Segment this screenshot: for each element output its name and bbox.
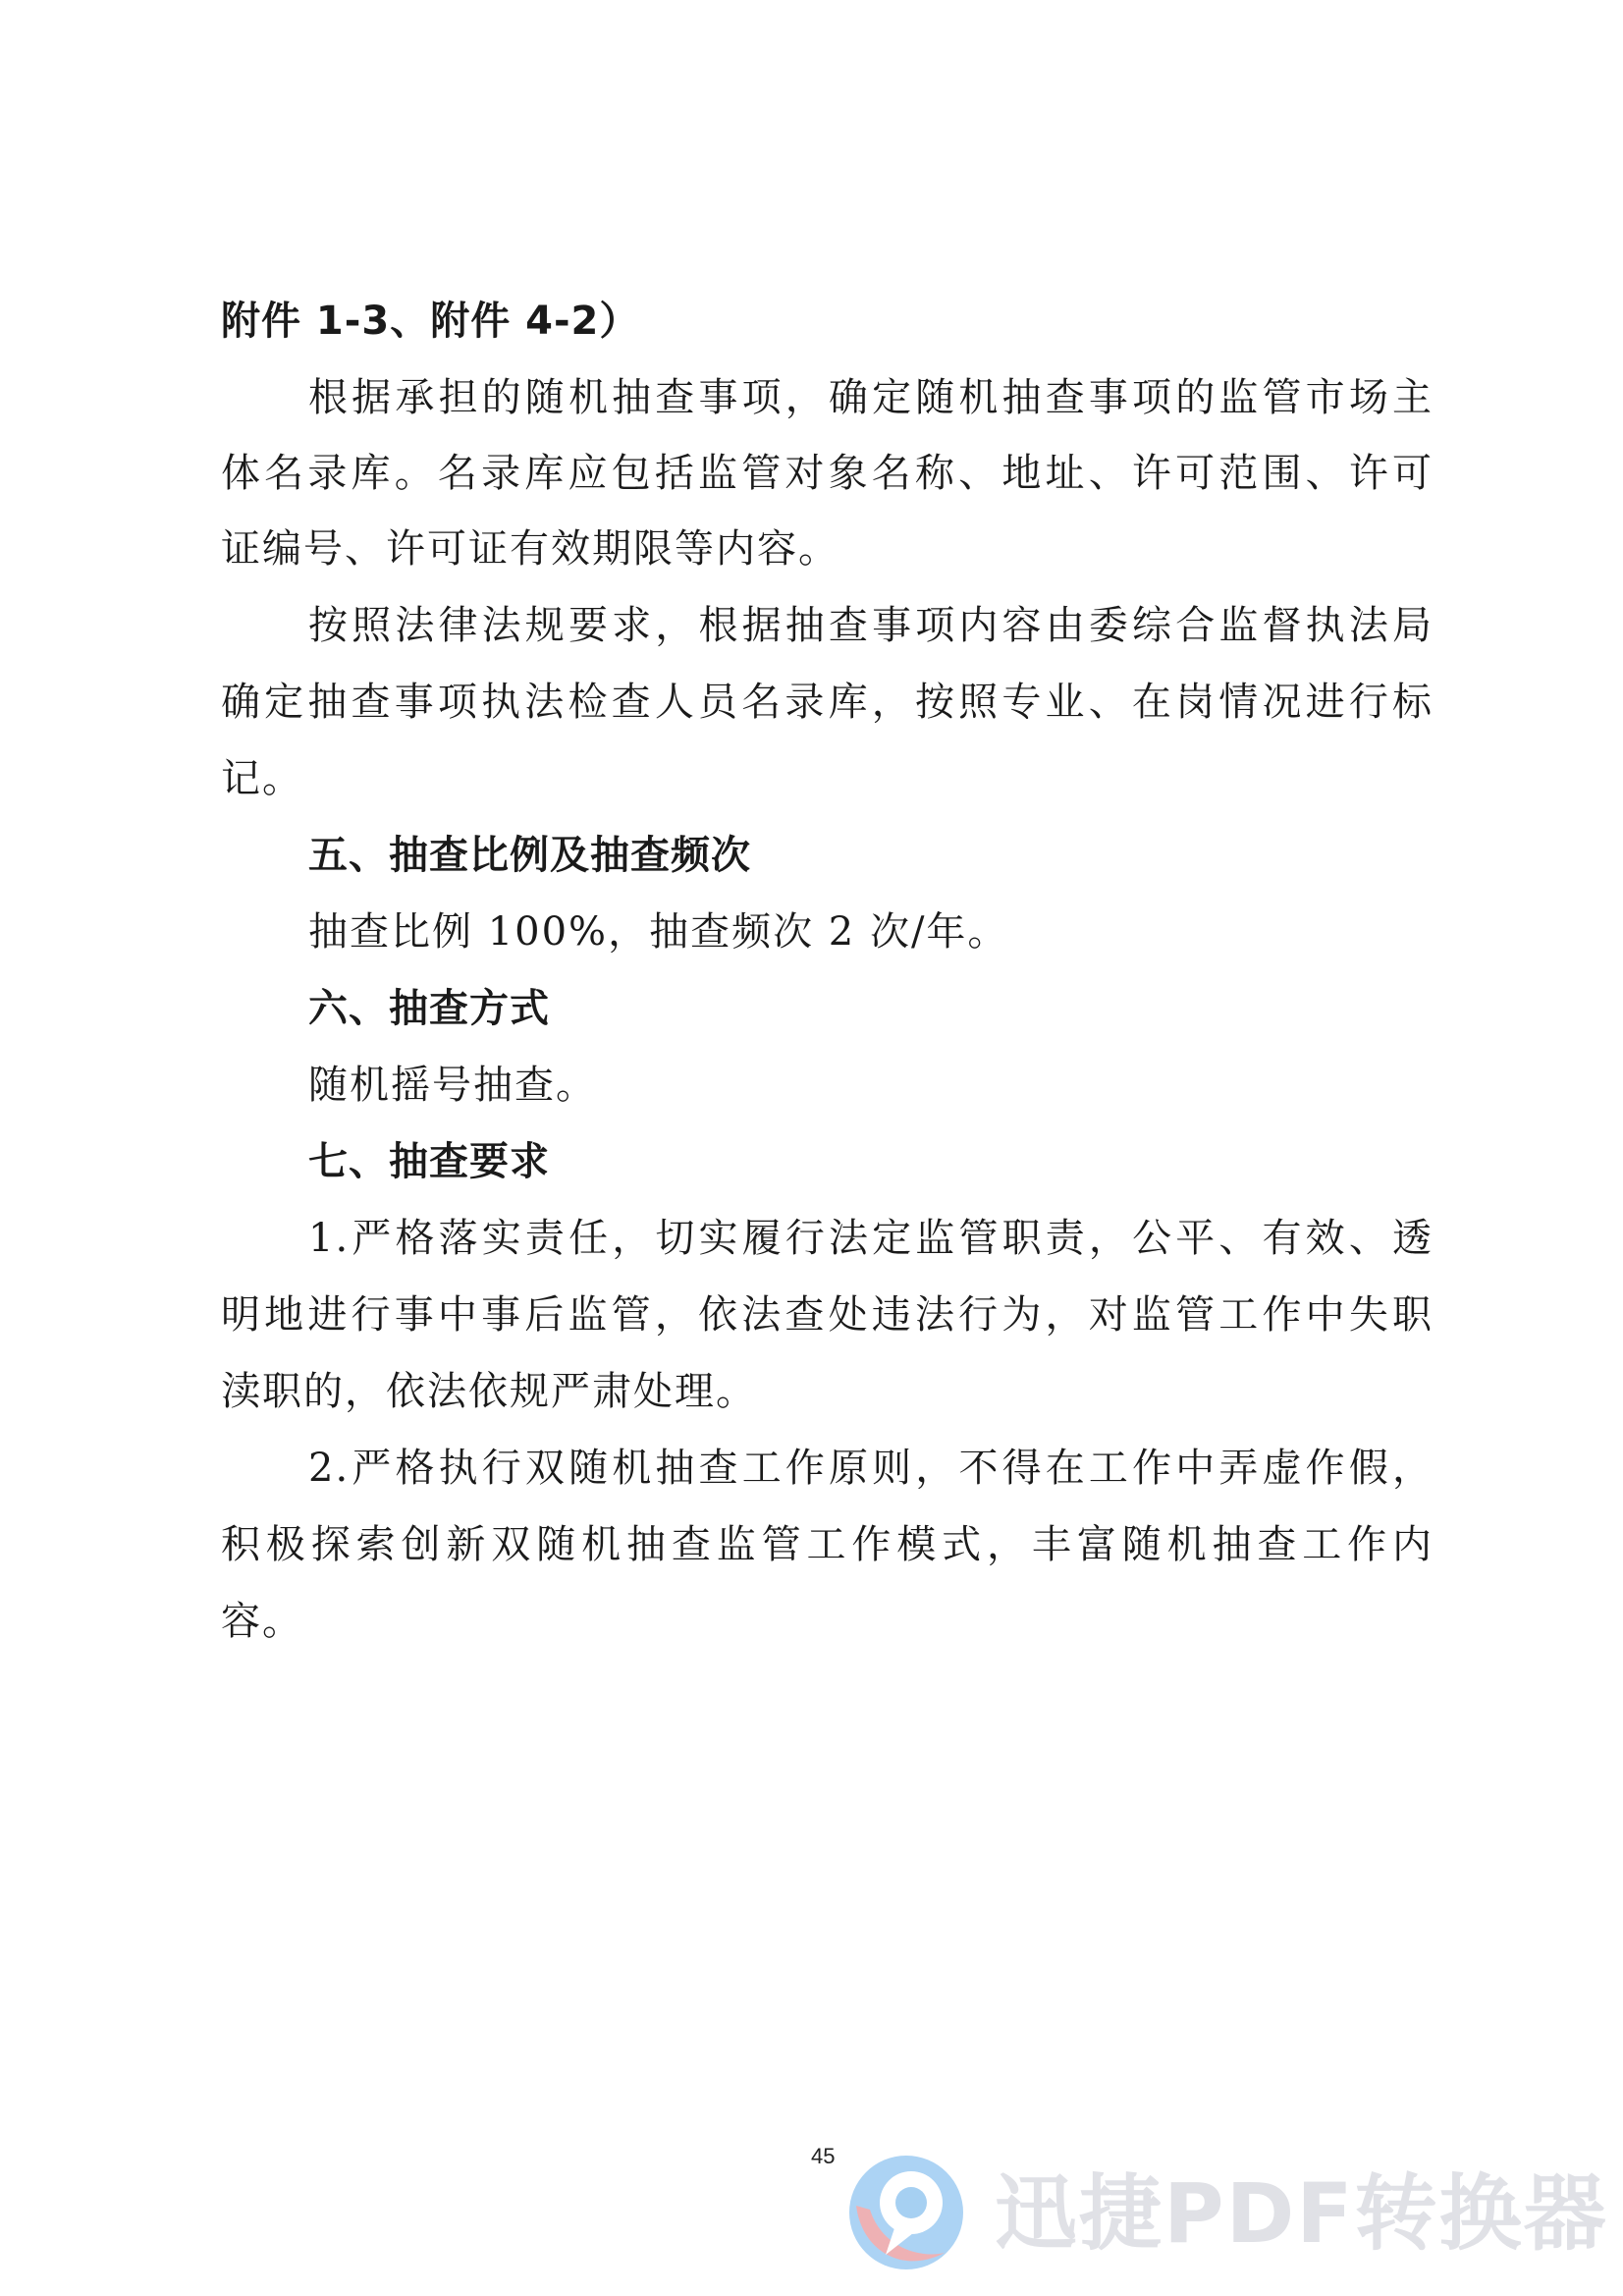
section-heading-6: 六、抽查方式 <box>308 986 550 1031</box>
section-5-body: 抽查比例 100%，抽查频次 2 次/年。 <box>308 909 1009 955</box>
section-heading-7: 七、抽查要求 <box>308 1139 550 1184</box>
watermark-text: 迅捷PDF转换器 <box>995 2165 1608 2262</box>
requirement-2-line-2: 积极探索创新双随机抽查监管工作模式，丰富随机抽查工作内 <box>221 1522 1434 1567</box>
paragraph-1-line-1: 根据承担的随机抽查事项，确定随机抽查事项的监管市场主 <box>308 375 1434 420</box>
requirement-1-line-2: 明地进行事中事后监管，依法查处违法行为，对监管工作中失职 <box>221 1292 1434 1338</box>
watermark <box>842 2149 1608 2276</box>
text-line-attachment-ref: 附件 1-3、附件 4-2） <box>221 299 640 344</box>
paragraph-1-line-3: 证编号、许可证有效期限等内容。 <box>221 526 839 572</box>
requirement-1-line-3: 渎职的，依法依规严肃处理。 <box>221 1369 757 1414</box>
section-heading-5: 五、抽查比例及抽查频次 <box>308 833 751 878</box>
xunjie-logo-icon <box>842 2149 970 2276</box>
paragraph-2-line-1: 按照法律法规要求，根据抽查事项内容由委综合监督执法局 <box>308 603 1434 648</box>
requirement-2-line-1: 2.严格执行双随机抽查工作原则，不得在工作中弄虚作假， <box>308 1446 1434 1491</box>
page-number: 45 <box>811 2144 836 2168</box>
paragraph-1-line-2: 体名录库。名录库应包括监管对象名称、地址、许可范围、许可 <box>221 451 1434 496</box>
requirement-2-line-3: 容。 <box>221 1599 303 1644</box>
requirement-1-line-1: 1.严格落实责任，切实履行法定监管职责，公平、有效、透 <box>308 1216 1434 1261</box>
paragraph-2-line-2: 确定抽查事项执法检查人员名录库，按照专业、在岗情况进行标 <box>221 680 1434 725</box>
paragraph-2-line-3: 记。 <box>221 756 303 801</box>
section-6-body: 随机摇号抽查。 <box>308 1063 597 1108</box>
